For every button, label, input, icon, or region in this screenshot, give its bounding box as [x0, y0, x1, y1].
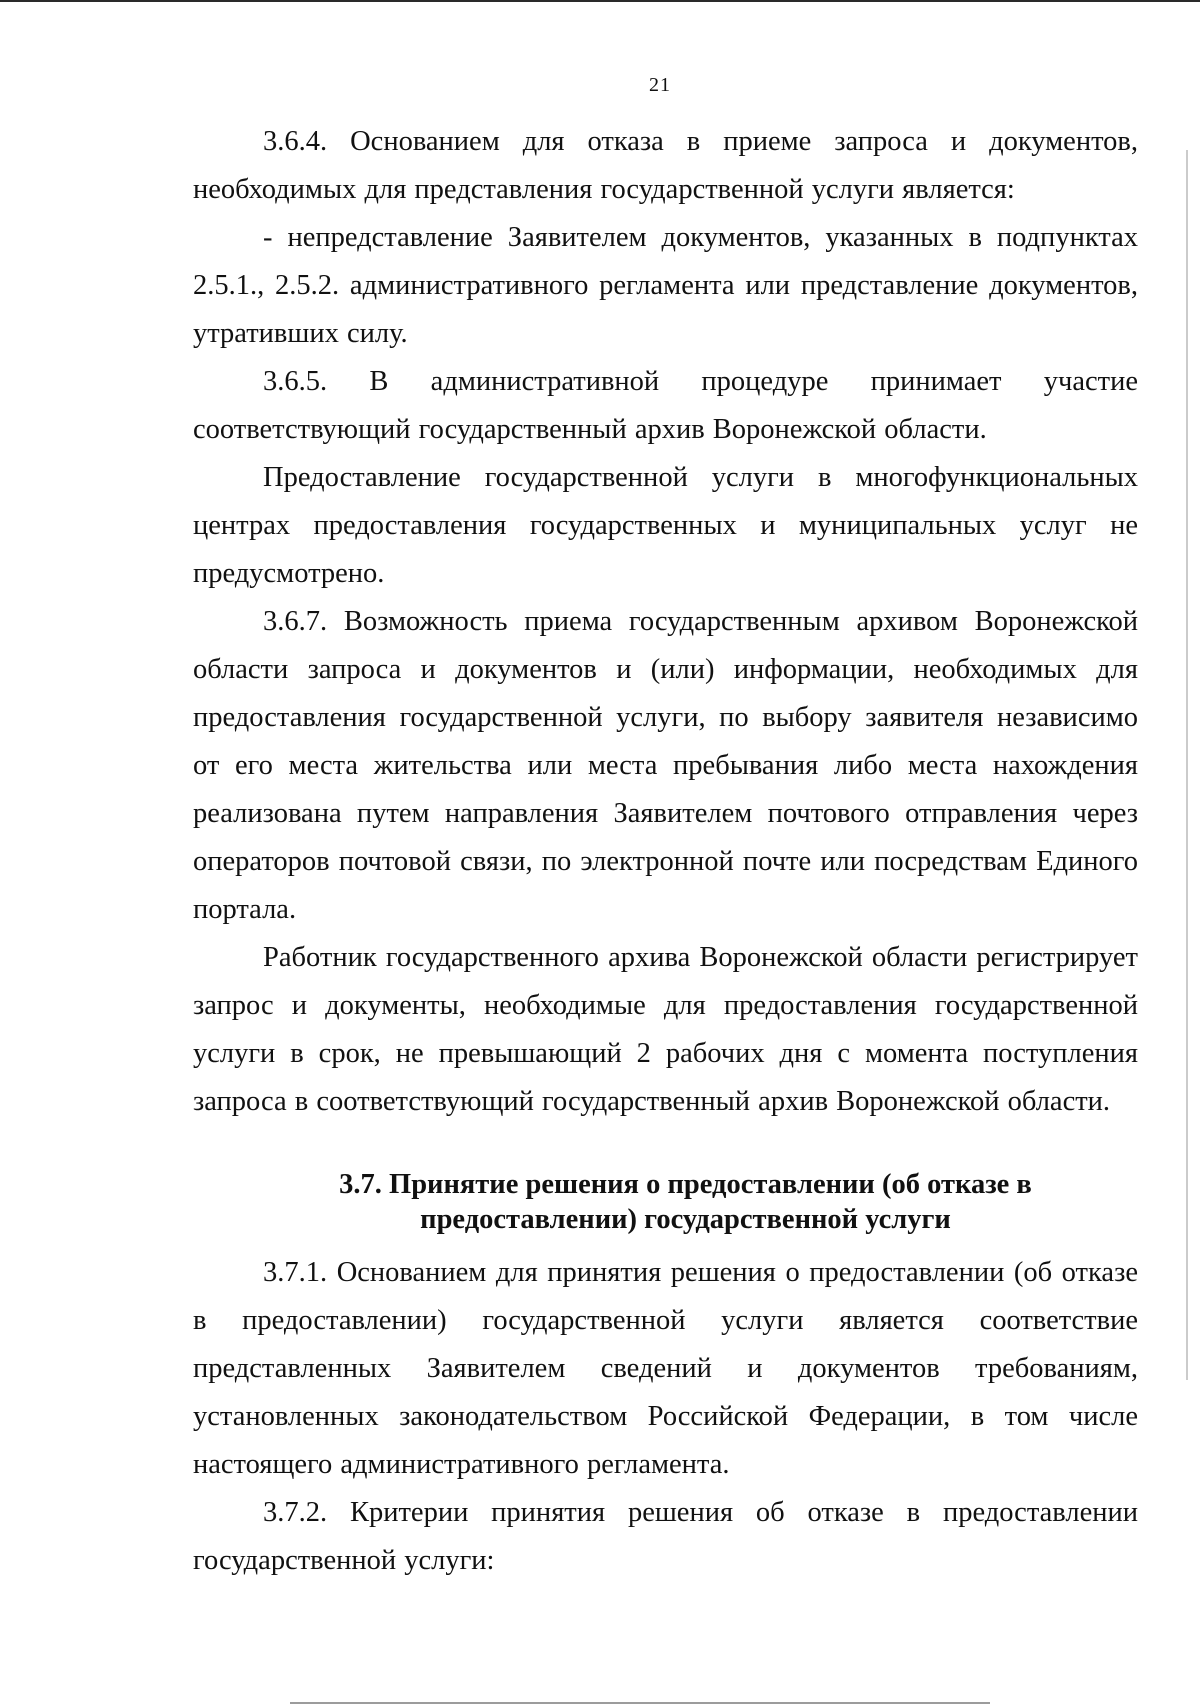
scan-edge-top	[0, 0, 1200, 2]
paragraph-3-7-2: 3.7.2. Критерии принятия решения об отказе в предоставлении государственной услуги:	[193, 1497, 1138, 1576]
paragraph-3-6-7: 3.6.7. Возможность приема государственным архивом Воронежской области запроса и документов и (или) информации, необходимых для предоставления государственной услуги, по выбору заявителя независимо от его места жительства или места пребывания либо места нахождения реализована путем направления Заявителем почтового отправления через операторов почтовой связи, по электронной почте или посредствам Единого портала.	[193, 606, 1138, 925]
paragraph-3-6-5: 3.6.5. В административной процедуре принимает участие соответствующий государственный архив Воронежской области.	[193, 366, 1138, 445]
paragraph-3-6-4: 3.6.4. Основанием для отказа в приеме запроса и документов, необходимых для представления государственной услуги является:	[193, 126, 1138, 205]
scan-edge-right	[1186, 150, 1188, 1380]
paragraph-3-7-1: 3.7.1. Основанием для принятия решения о предоставлении (об отказе в предоставлении) государственной услуги является соответствие представленных Заявителем сведений и документов требованиям, установленных законодательством Российской Федерации, в том числе настоящего административного регламента.	[193, 1257, 1138, 1480]
section-heading-line-1: 3.7. Принятие решения о предоставлении (об отказе в	[339, 1169, 1032, 1200]
section-heading-3-7	[193, 1167, 1138, 1237]
document-body	[193, 118, 1138, 1585]
paragraph-non-submission: - непредставление Заявителем документов, указанных в подпунктах 2.5.1., 2.5.2. административного регламента или представление документов, утративших силу.	[193, 222, 1138, 349]
section-heading-line-2: предоставлении) государственной услуги	[420, 1204, 951, 1235]
page-number: 21	[649, 74, 671, 96]
paragraph-mfc: Предоставление государственной услуги в многофункциональных центрах предоставления государственных и муниципальных услуг не предусмотрено.	[193, 462, 1138, 589]
paragraph-registration: Работник государственного архива Воронежской области регистрирует запрос и документы, необходимые для предоставления государственной услуги в срок, не превышающий 2 рабочих дня с момента поступления запроса в соответствующий государственный архив Воронежской области.	[193, 942, 1138, 1117]
